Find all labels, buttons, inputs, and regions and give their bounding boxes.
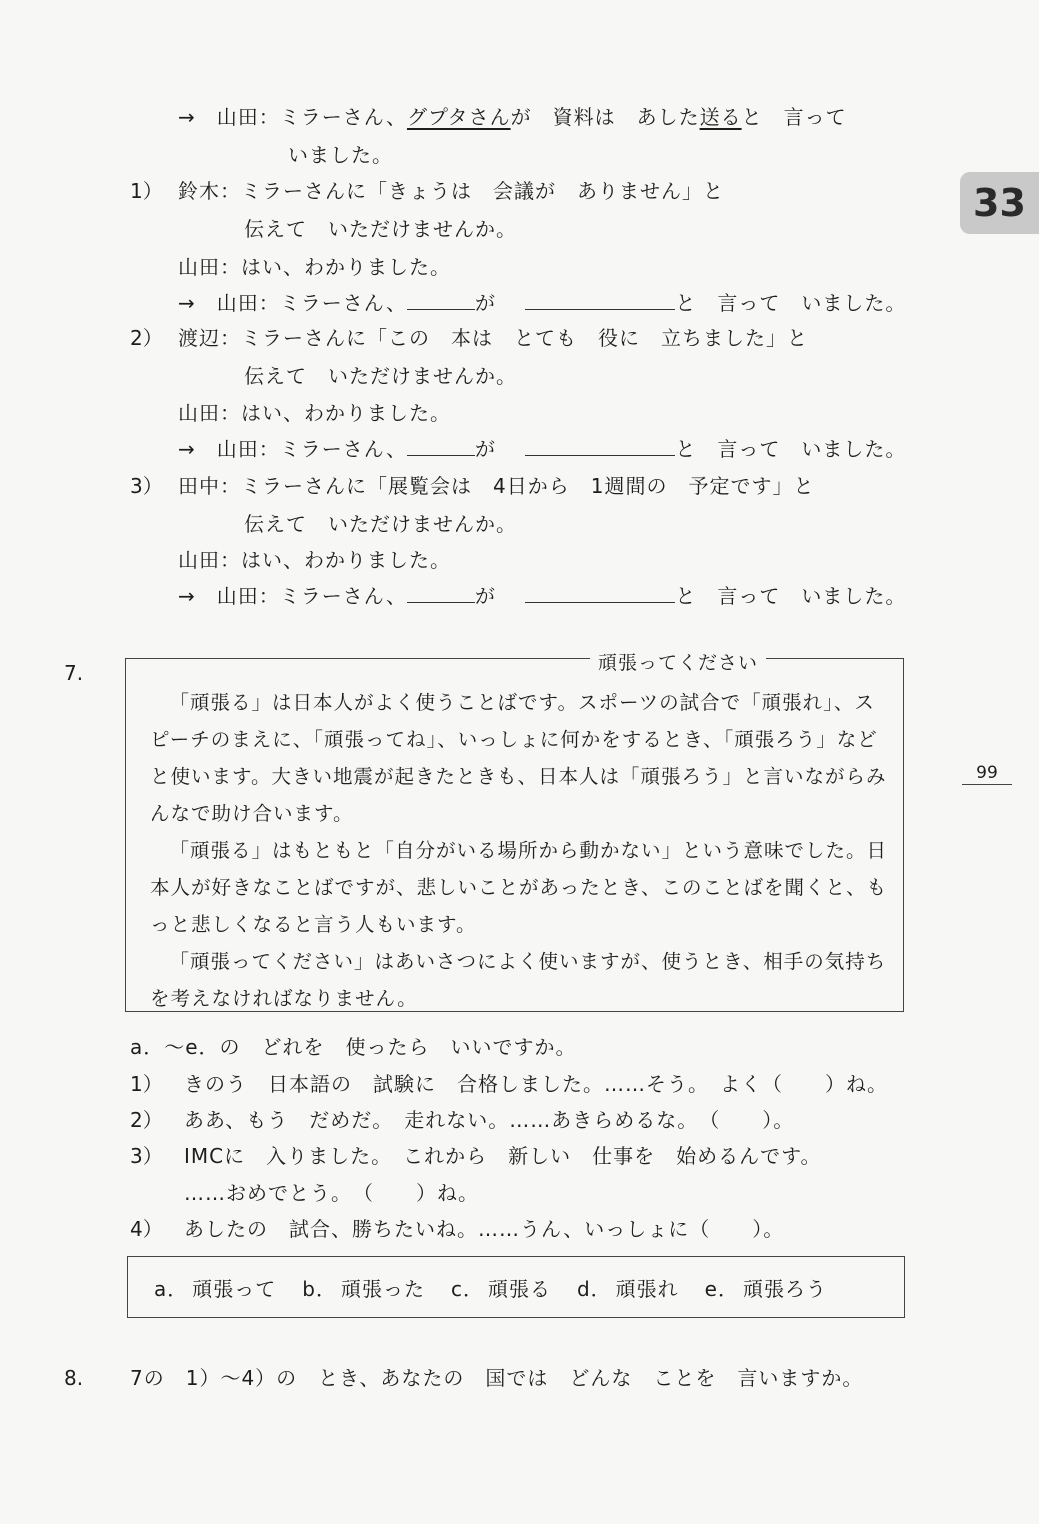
item-number: 3） xyxy=(130,1144,163,1168)
page-number: 99 xyxy=(962,762,1012,785)
dialogue-line: 山田：はい、わかりました。 xyxy=(178,401,451,425)
answer-line: → 山田：ミラーさん、 が と 言って いました。 xyxy=(178,437,907,461)
answer-blank-speaker[interactable] xyxy=(407,437,475,456)
question-prompt: a．～e．の どれを 使ったら いいですか。 xyxy=(130,1035,577,1059)
section-number: 7. xyxy=(64,661,84,685)
item-number: 1） xyxy=(130,1072,163,1096)
reading-paragraph: 「頑張る」は日本人がよく使うことばです。スポーツの試合で「頑張れ」、スピーチのまえに、「頑張ってね」、いっしょに何かをするとき、「頑張ろう」などと使います。大きい地震が起きたときも、日本人は「頑張ろう」と言いながらみんなで助け合います。 xyxy=(150,691,887,825)
reading-box-title: 頑張ってください xyxy=(590,648,766,675)
choice-text[interactable]: 頑張って xyxy=(192,1276,277,1301)
choices-box xyxy=(127,1256,905,1318)
choice-text[interactable]: 頑張る xyxy=(487,1276,551,1301)
reading-text xyxy=(150,684,890,1017)
example-line-1: → 山田：ミラーさん、グプタさんが 資料は あした送ると 言って xyxy=(178,105,847,129)
choice-label: c． xyxy=(450,1276,484,1301)
dialogue-line: 渡辺：ミラーさんに「この 本は とても 役に 立ちました」と xyxy=(178,326,808,350)
dialogue-line: 伝えて いただけませんか。 xyxy=(244,512,517,536)
answer-blank-speaker[interactable] xyxy=(407,291,475,310)
choice-label: b． xyxy=(302,1276,337,1301)
dialogue-line: 伝えて いただけませんか。 xyxy=(244,364,517,388)
section8-question: 7の 1）～4）の とき、あなたの 国では どんな ことを 言いますか。 xyxy=(130,1366,864,1390)
section-number: 8. xyxy=(64,1366,84,1390)
choice-text[interactable]: 頑張れ xyxy=(615,1276,679,1301)
item-number: 1） xyxy=(130,179,163,203)
answer-blank-speaker[interactable] xyxy=(407,584,475,603)
answer-blank-content[interactable] xyxy=(525,437,675,456)
item-number: 3） xyxy=(130,474,163,498)
dialogue-line: 山田：はい、わかりました。 xyxy=(178,255,451,279)
chapter-tab: 33 xyxy=(960,172,1039,234)
example-line-2: いました。 xyxy=(288,143,393,167)
dialogue-line: 山田：はい、わかりました。 xyxy=(178,548,451,572)
dialogue-line: 田中：ミラーさんに「展覧会は 4日から 1週間の 予定です」と xyxy=(178,474,815,498)
question-item: ああ、もう だめだ。 走れない。……あきらめるな。 （ ）。 xyxy=(184,1108,795,1132)
question-item: あしたの 試合、勝ちたいね。……うん、いっしょに（ ）。 xyxy=(184,1217,785,1241)
question-item: ……おめでとう。 （ ）ね。 xyxy=(184,1181,479,1205)
choice-text[interactable]: 頑張ろう xyxy=(742,1276,827,1301)
question-item: きのう 日本語の 試験に 合格しました。……そう。 よく（ ）ね。 xyxy=(184,1072,888,1096)
item-number: 2） xyxy=(130,326,163,350)
dialogue-line: 鈴木：ミラーさんに「きょうは 会議が ありません」と xyxy=(178,179,724,203)
answer-blank-content[interactable] xyxy=(525,291,675,310)
choice-label: e． xyxy=(704,1276,739,1301)
choice-label: d． xyxy=(576,1276,612,1301)
reading-paragraph: 「頑張る」はもともと「自分がいる場所から動かない」という意味でした。日本人が好きなことばですが、悲しいことがあったとき、このことばを聞くと、もっと悲しくなると言う人もいます。 xyxy=(150,839,888,936)
answer-blank-content[interactable] xyxy=(525,584,675,603)
item-number: 2） xyxy=(130,1108,163,1132)
choice-label: a． xyxy=(154,1276,189,1301)
question-item: IMCに 入りました。 これから 新しい 仕事を 始めるんです。 xyxy=(184,1144,822,1168)
dialogue-line: 伝えて いただけませんか。 xyxy=(244,217,517,241)
reading-paragraph: 「頑張ってください」はあいさつによく使いますが、使うとき、相手の気持ちを考えなければなりません。 xyxy=(150,950,887,1010)
choice-text[interactable]: 頑張った xyxy=(340,1276,425,1301)
answer-line: → 山田：ミラーさん、 が と 言って いました。 xyxy=(178,584,907,608)
item-number: 4） xyxy=(130,1217,163,1241)
answer-line: → 山田：ミラーさん、 が と 言って いました。 xyxy=(178,291,907,315)
